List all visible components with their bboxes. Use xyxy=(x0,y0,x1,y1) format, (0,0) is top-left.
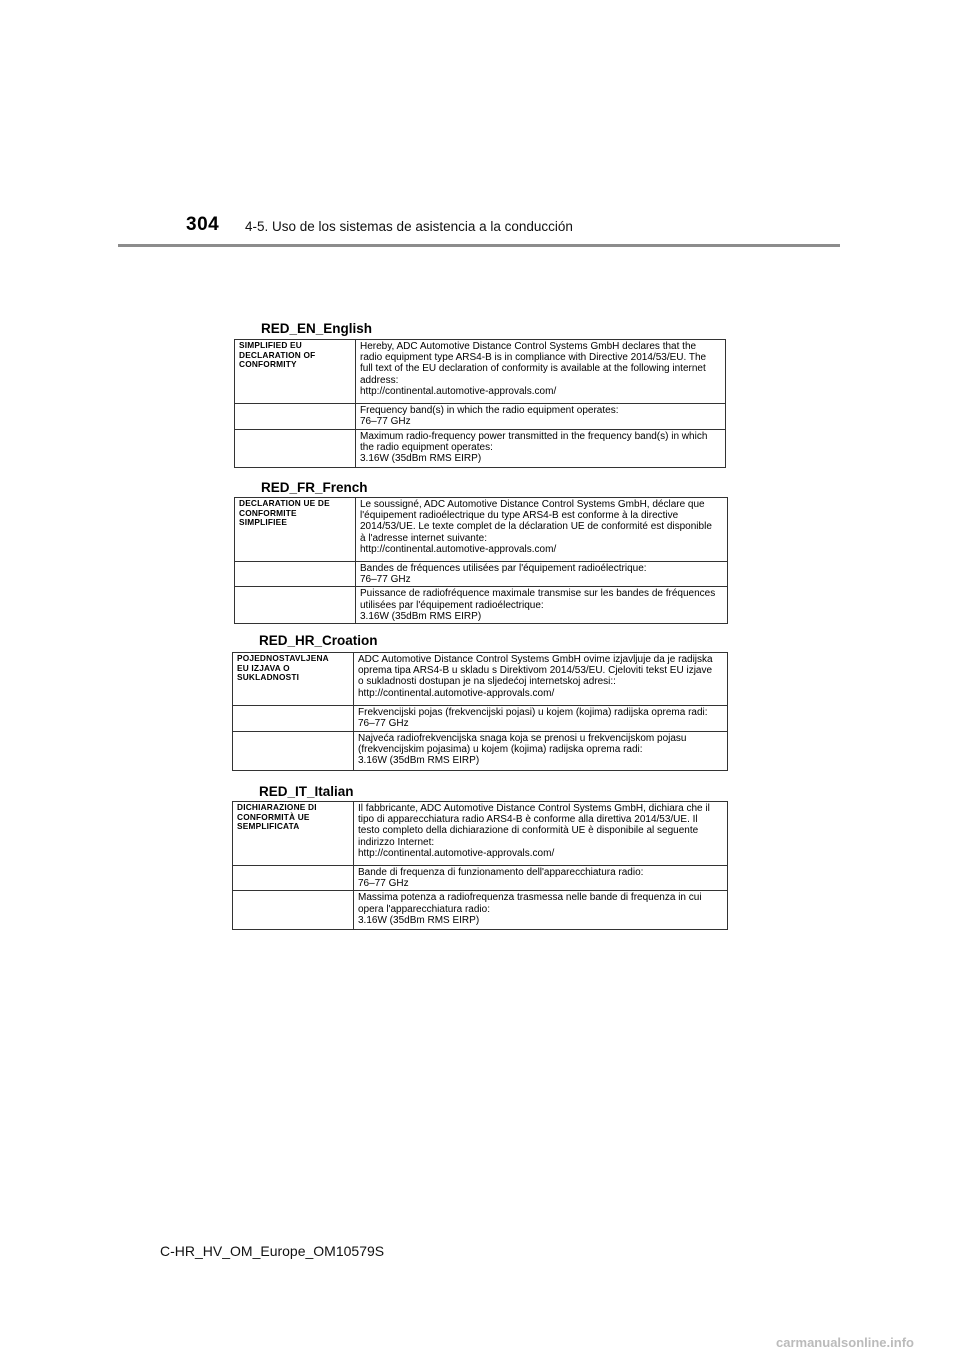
table-row xyxy=(235,587,728,624)
page-number: 304 xyxy=(186,214,220,235)
table-row xyxy=(233,802,728,866)
section-title-hr: RED_HR_Croation xyxy=(259,633,378,648)
section-title-en: RED_EN_English xyxy=(261,321,373,336)
section-title-fr: RED_FR_French xyxy=(261,480,368,495)
declaration-table-fr xyxy=(234,497,728,624)
declaration-label: DICHIARAZIONE DI CONFORMITÀ UE SEMPLIFICATA xyxy=(233,802,354,866)
section-header: 4-5. Uso de los sistemas de asistencia a la conducción xyxy=(245,219,573,234)
declaration-table-en xyxy=(234,339,726,468)
table-row xyxy=(233,706,728,732)
table-row xyxy=(233,891,728,930)
table-row xyxy=(233,732,728,771)
table-row xyxy=(235,562,728,587)
declaration-text: ADC Automotive Distance Control Systems GmbH ovime izjavljuje da je radijska oprema tipa ARS4-B u skladu s Direktivom 2014/53/EU. Cjeloviti tekst EU izjave o sukladnosti dostupan je na sljedećoj internetskoj adresi:: http://continental.automotive-approvals.com/ xyxy=(354,653,728,706)
table-row xyxy=(235,340,726,404)
watermark: carmanualsonline.info xyxy=(776,1335,914,1350)
frequency-band-text: Frekvencijski pojas (frekvencijski pojasi) u kojem (kojima) radijska oprema radi: 76–77 GHz xyxy=(354,706,728,732)
max-power-text: Massima potenza a radiofrequenza trasmessa nelle bande di frequenza in cui opera l'apparecchiatura radio: 3.16W (35dBm RMS EIRP) xyxy=(354,891,728,930)
table-row xyxy=(233,866,728,891)
table-row xyxy=(235,498,728,562)
frequency-band-text: Bande di frequenza di funzionamento dell'apparecchiatura radio: 76–77 GHz xyxy=(354,866,728,891)
frequency-band-text: Bandes de fréquences utilisées par l'équipement radioélectrique: 76–77 GHz xyxy=(356,562,728,587)
max-power-text: Najveća radiofrekvencijska snaga koja se prenosi u frekvencijskom pojasu (frekvencijskim pojasima) u kojem (kojima) radijska oprema radi: 3.16W (35dBm RMS EIRP) xyxy=(354,732,728,771)
header-rule xyxy=(118,244,840,247)
declaration-label: SIMPLIFIED EU DECLARATION OF CONFORMITY xyxy=(235,340,356,404)
declaration-text: Il fabbricante, ADC Automotive Distance Control Systems GmbH, dichiara che il tipo di apparecchiatura radio ARS4-B è conforme alla direttiva 2014/53/UE. Il testo completo della dichiarazione di conformità UE è disponibile al seguente indirizzo Internet: http://continental.automotive-approvals.com/ xyxy=(354,802,728,866)
declaration-label: DECLARATION UE DE CONFORMITE SIMPLIFIEE xyxy=(235,498,356,562)
table-row xyxy=(233,653,728,706)
table-row xyxy=(235,430,726,468)
declaration-table-it xyxy=(232,801,728,930)
max-power-text: Maximum radio-frequency power transmitted in the frequency band(s) in which the radio equipment operates: 3.16W (35dBm RMS EIRP) xyxy=(356,430,726,468)
frequency-band-text: Frequency band(s) in which the radio equipment operates: 76–77 GHz xyxy=(356,404,726,430)
section-title-it: RED_IT_Italian xyxy=(259,784,354,799)
max-power-text: Puissance de radiofréquence maximale transmise sur les bandes de fréquences utilisées par l'équipement radioélectrique: 3.16W (35dBm RMS EIRP) xyxy=(356,587,728,624)
table-row xyxy=(235,404,726,430)
declaration-label: POJEDNOSTAVLJENA EU IZJAVA O SUKLADNOSTI xyxy=(233,653,354,706)
manual-code-footer: C-HR_HV_OM_Europe_OM10579S xyxy=(160,1243,385,1259)
declaration-table-hr xyxy=(232,652,728,771)
declaration-text: Le soussigné, ADC Automotive Distance Control Systems GmbH, déclare que l'équipement radioélectrique du type ARS4-B est conforme à la directive 2014/53/UE. Le texte complet de la déclaration UE de conformité est disponible à l'adresse internet suivante: http://continental.automotive-approvals.com/ xyxy=(356,498,728,562)
declaration-text: Hereby, ADC Automotive Distance Control Systems GmbH declares that the radio equipment type ARS4-B is in compliance with Directive 2014/53/EU. The full text of the EU declaration of conformity is available at the following internet address: http://continental.automotive-approvals.com/ xyxy=(356,340,726,404)
